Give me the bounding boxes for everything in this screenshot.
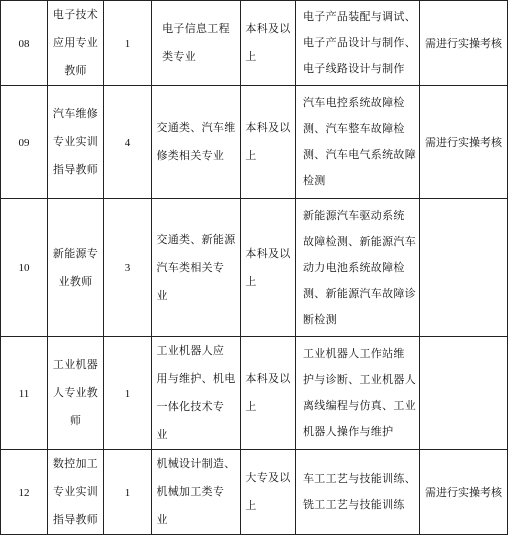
cell-education-line: 上 xyxy=(245,274,257,288)
cell-requirement-line: 车工工艺与技能训练、 xyxy=(303,472,416,485)
cell-education-line: 大专及以 xyxy=(245,471,291,484)
table-row xyxy=(1,199,508,337)
cell-education-line: 上 xyxy=(245,499,257,512)
cell-headcount-text: 1 xyxy=(124,486,131,499)
cell-position-line: 电子技术 xyxy=(52,8,99,21)
cell-note-text: 需进行实操考核 xyxy=(425,486,502,499)
cell-number-text: 08 xyxy=(18,37,30,50)
cell-major-line: 电子信息工程 xyxy=(162,22,230,35)
cell-education-text xyxy=(245,464,290,520)
cell-major xyxy=(152,86,241,199)
cell-major-line: 工业机器人应 xyxy=(156,344,225,357)
cell-requirement-line: 测、汽车电气系统故障 xyxy=(303,148,416,161)
cell-requirement-line: 测、汽车整车故障检 xyxy=(303,122,405,135)
cell-position-text xyxy=(53,450,98,534)
cell-note-text: 需进行实操考核 xyxy=(425,37,502,50)
table-row xyxy=(1,1,508,86)
cell-number xyxy=(1,1,48,86)
cell-requirement-line: 工业机器人工作站维 xyxy=(303,347,405,360)
cell-requirement xyxy=(296,199,420,337)
cell-requirement-line: 汽车电控系统故障检 xyxy=(303,96,405,109)
cell-headcount-text: 3 xyxy=(124,262,131,274)
cell-requirement xyxy=(296,450,420,535)
cell-requirement-line: 断检测 xyxy=(303,312,337,326)
cell-education-text xyxy=(245,15,290,71)
cell-headcount-text: 4 xyxy=(124,136,131,149)
cell-requirement-text xyxy=(299,203,416,333)
cell-note xyxy=(420,86,508,199)
cell-note-text: 需进行实操考核 xyxy=(425,136,502,149)
table-row xyxy=(1,450,508,535)
cell-education-line: 上 xyxy=(245,149,257,162)
cell-position-line: 指导教师 xyxy=(52,163,99,176)
cell-education-line: 本科及以 xyxy=(245,121,291,134)
cell-position-line: 指导教师 xyxy=(52,513,99,526)
cell-requirement-line: 离线编程与仿真、工业 xyxy=(303,399,416,412)
cell-headcount xyxy=(104,86,152,199)
cell-number xyxy=(1,337,48,450)
cell-major xyxy=(152,1,241,86)
cell-requirement-text xyxy=(299,90,416,194)
cell-education-text xyxy=(245,240,290,296)
cell-major xyxy=(152,337,241,450)
cell-requirement-line: 电子线路设计与制作 xyxy=(303,62,405,75)
cell-education xyxy=(241,199,296,337)
cell-number-text: 10 xyxy=(18,262,30,274)
cell-position-text xyxy=(53,351,98,435)
cell-position-line: 人专业教 xyxy=(52,386,99,399)
cell-number xyxy=(1,86,48,199)
table-row xyxy=(1,86,508,199)
cell-education-text xyxy=(245,114,290,170)
cell-headcount xyxy=(104,450,152,535)
cell-education-text xyxy=(245,365,290,421)
cell-position xyxy=(48,450,104,535)
cell-headcount xyxy=(104,199,152,337)
cell-education xyxy=(241,86,296,199)
cell-requirement-line: 铣工工艺与技能训练 xyxy=(303,498,405,511)
cell-education-line: 本科及以 xyxy=(245,246,291,260)
cell-number-text: 09 xyxy=(18,136,30,149)
cell-requirement xyxy=(296,86,420,199)
cell-major-line: 类专业 xyxy=(162,50,196,63)
cell-position-line: 业教师 xyxy=(58,274,93,288)
cell-major-line: 交通类、新能源 xyxy=(156,232,236,246)
table-body xyxy=(1,1,508,535)
cell-note xyxy=(420,450,508,535)
cell-headcount-text: 1 xyxy=(124,387,131,400)
cell-position-text xyxy=(53,100,98,184)
cell-position-line: 专业实训 xyxy=(52,485,99,498)
cell-requirement-line: 动力电池系统故障检 xyxy=(303,260,405,274)
cell-headcount xyxy=(104,1,152,86)
cell-education-line: 本科及以 xyxy=(245,372,291,385)
cell-requirement-line: 测、新能源汽车故障诊 xyxy=(303,286,416,300)
cell-major xyxy=(152,199,241,337)
cell-education-line: 上 xyxy=(245,50,257,63)
cell-education xyxy=(241,450,296,535)
cell-requirement-line: 护与诊断、工业机器人 xyxy=(303,373,416,386)
cell-major-line: 机械设计制造、 xyxy=(156,457,236,470)
cell-position-line: 新能源专 xyxy=(52,246,99,260)
cell-requirement-line: 电子产品装配与调试、 xyxy=(303,10,416,23)
cell-education-line: 上 xyxy=(245,400,257,413)
cell-position-line: 专业实训 xyxy=(52,135,99,148)
cell-number-text: 12 xyxy=(18,486,30,499)
cell-position-line: 应用专业 xyxy=(52,36,99,49)
cell-position xyxy=(48,1,104,86)
cell-major-line: 业 xyxy=(156,288,168,302)
cell-major-line: 用与维护、机电 xyxy=(156,372,236,385)
cell-major-line: 汽车类相关专 xyxy=(156,260,225,274)
cell-major-line: 修类相关专业 xyxy=(156,149,225,162)
cell-major-text xyxy=(156,337,235,449)
cell-requirement-text xyxy=(299,466,416,518)
cell-position xyxy=(48,199,104,337)
cell-note xyxy=(420,1,508,86)
cell-education xyxy=(241,337,296,450)
cell-position-line: 工业机器 xyxy=(52,358,99,371)
cell-major-line: 交通类、汽车维 xyxy=(156,121,236,134)
cell-major-text xyxy=(156,226,235,310)
cell-requirement xyxy=(296,1,420,86)
cell-requirement-line: 检测 xyxy=(303,174,326,187)
cell-position-text xyxy=(53,1,98,85)
cell-major-line: 业 xyxy=(156,428,168,441)
cell-headcount-text: 1 xyxy=(124,37,131,50)
cell-requirement-line: 新能源汽车驱动系统 xyxy=(303,208,405,222)
cell-number xyxy=(1,199,48,337)
cell-major-line: 一体化技术专 xyxy=(156,400,225,413)
cell-requirement-line: 电子产品设计与制作、 xyxy=(303,36,416,49)
cell-requirement xyxy=(296,337,420,450)
cell-education-line: 本科及以 xyxy=(245,22,291,35)
cell-note xyxy=(420,337,508,450)
cell-position-line: 师 xyxy=(69,414,82,427)
cell-position-line: 教师 xyxy=(64,64,87,77)
cell-education xyxy=(241,1,296,86)
cell-position-line: 汽车维修 xyxy=(52,107,99,120)
cell-major-text xyxy=(156,114,235,170)
cell-note xyxy=(420,199,508,337)
cell-position-text xyxy=(53,240,98,296)
cell-position xyxy=(48,86,104,199)
cell-requirement-line: 故障检测、新能源汽车 xyxy=(303,234,416,248)
cell-requirement-text xyxy=(299,341,416,445)
cell-requirement-text xyxy=(299,4,416,82)
cell-major-text xyxy=(162,15,230,71)
cell-major-text xyxy=(156,450,235,534)
cell-major-line: 机械加工类专 xyxy=(156,485,225,498)
cell-number xyxy=(1,450,48,535)
table-row xyxy=(1,337,508,450)
cell-position-line: 数控加工 xyxy=(52,457,99,470)
cell-major-line: 业 xyxy=(156,513,168,526)
cell-headcount xyxy=(104,337,152,450)
cell-major xyxy=(152,450,241,535)
cell-number-text: 11 xyxy=(18,387,30,400)
cell-position xyxy=(48,337,104,450)
cell-requirement-line: 机器人操作与维护 xyxy=(303,425,394,438)
